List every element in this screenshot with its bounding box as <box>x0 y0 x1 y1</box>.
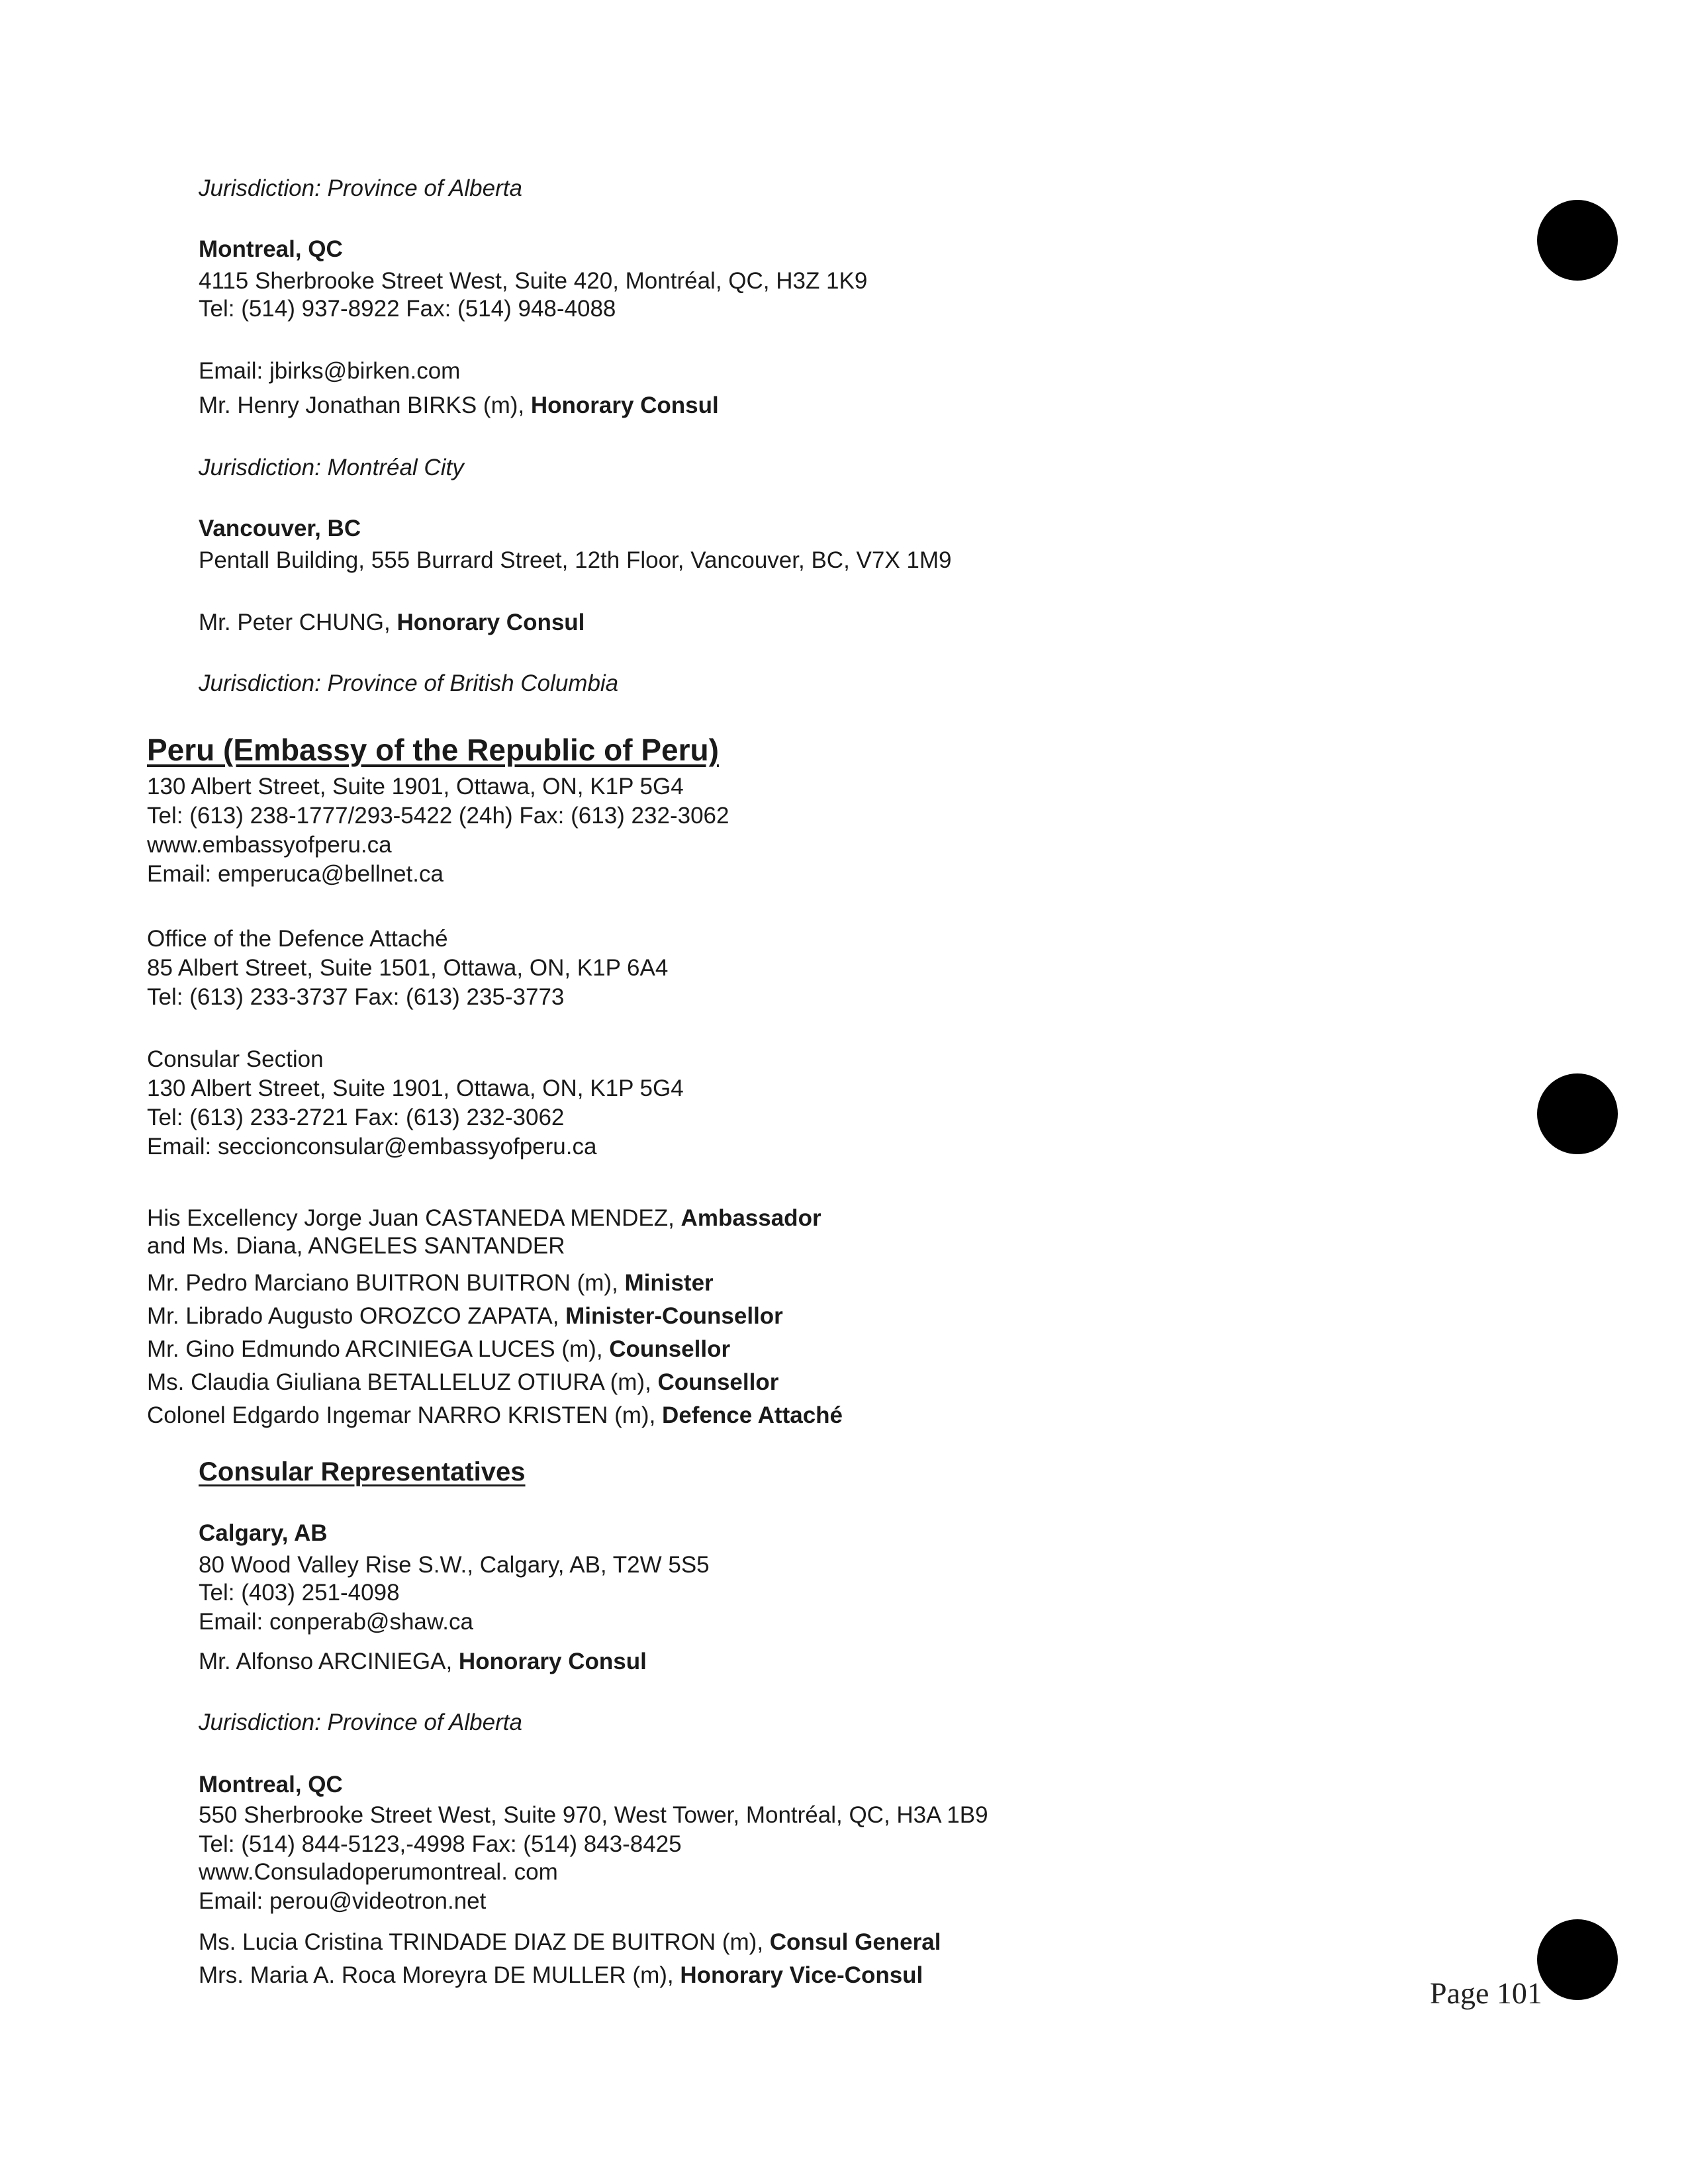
staff-line <box>147 1302 783 1330</box>
email-line: Email: conperab@shaw.ca <box>199 1609 473 1635</box>
staff-name: Mr. Librado Augusto OROZCO ZAPATA, <box>147 1303 566 1329</box>
jurisdiction-label: Jurisdiction: <box>199 175 321 201</box>
person-line <box>199 1929 941 1956</box>
person-name: Ms. Lucia Cristina TRINDADE DIAZ DE BUITRON (m), <box>199 1929 770 1955</box>
phone-line: Tel: (613) 233-3737 Fax: (613) 235-3773 <box>147 984 565 1010</box>
jurisdiction-label: Jurisdiction: <box>199 670 321 696</box>
staff-title: Counsellor <box>609 1336 731 1362</box>
staff-line <box>147 1369 778 1396</box>
person-line <box>199 1962 923 1989</box>
person-name: Mr. Henry Jonathan BIRKS (m), <box>199 392 531 418</box>
punch-hole-top <box>1537 200 1618 281</box>
staff-line <box>147 1402 843 1430</box>
address-line: 4115 Sherbrooke Street West, Suite 420, Montréal, QC, H3Z 1K9 <box>199 268 868 294</box>
staff-name: Ms. Claudia Giuliana BETALLELUZ OTIURA (m), <box>147 1369 658 1395</box>
person-title: Honorary Consul <box>458 1649 647 1674</box>
jurisdiction-alberta <box>199 1709 522 1737</box>
staff-line <box>147 1269 714 1297</box>
staff-name: Mr. Pedro Marciano BUITRON BUITRON (m), <box>147 1270 625 1296</box>
address-line: Pentall Building, 555 Burrard Street, 12th Floor, Vancouver, BC, V7X 1M9 <box>199 547 952 573</box>
person-title: Honorary Vice-Consul <box>680 1962 923 1988</box>
person-name: Mr. Alfonso ARCINIEGA, <box>199 1649 459 1674</box>
page-number: Page 101 <box>1430 1976 1542 2010</box>
person-title: Honorary Consul <box>397 610 585 635</box>
jurisdiction-value: Province of Alberta <box>327 175 522 201</box>
phone-line: Tel: (514) 937-8922 Fax: (514) 948-4088 <box>199 296 616 322</box>
address-line: 130 Albert Street, Suite 1901, Ottawa, ON, K1P 5G4 <box>147 1075 684 1101</box>
website-link[interactable]: www.Consuladoperumontreal. com <box>199 1859 558 1885</box>
city-heading-montreal: Montreal, QC <box>199 1772 343 1797</box>
consular-section-title: Consular Section <box>147 1046 324 1072</box>
website-link[interactable]: www.embassyofperu.ca <box>147 832 392 858</box>
phone-line: Tel: (613) 238-1777/293-5422 (24h) Fax: (613) 232-3062 <box>147 803 729 829</box>
staff-line <box>147 1232 565 1260</box>
address-line: 550 Sherbrooke Street West, Suite 970, West Tower, Montréal, QC, H3A 1B9 <box>199 1802 988 1828</box>
jurisdiction-value: Province of British Columbia <box>327 670 619 696</box>
staff-title: Counsellor <box>657 1369 779 1395</box>
person-title: Consul General <box>769 1929 941 1955</box>
defence-office-title: Office of the Defence Attaché <box>147 926 448 952</box>
staff-title: Defence Attaché <box>662 1402 843 1428</box>
staff-name: Mr. Gino Edmundo ARCINIEGA LUCES (m), <box>147 1336 610 1362</box>
email-line: Email: emperuca@bellnet.ca <box>147 861 444 887</box>
phone-line: Tel: (613) 233-2721 Fax: (613) 232-3062 <box>147 1105 565 1130</box>
jurisdiction-alberta-top <box>199 175 522 203</box>
person-line <box>199 392 719 420</box>
section-heading-peru: Peru (Embassy of the Republic of Peru) <box>147 733 719 767</box>
jurisdiction-british-columbia <box>199 670 618 698</box>
staff-name: and Ms. Diana, ANGELES SANTANDER <box>147 1233 565 1259</box>
person-line <box>199 609 585 637</box>
punch-hole-middle <box>1537 1073 1618 1154</box>
email-line: Email: jbirks@birken.com <box>199 358 461 384</box>
person-name: Mrs. Maria A. Roca Moreyra DE MULLER (m), <box>199 1962 680 1988</box>
punch-hole-bottom <box>1537 1919 1618 2000</box>
section-heading-consular-representatives: Consular Representatives <box>199 1457 526 1486</box>
jurisdiction-label: Jurisdiction: <box>199 455 321 480</box>
phone-line: Tel: (514) 844-5123,-4998 Fax: (514) 843-8425 <box>199 1831 682 1857</box>
address-line: 130 Albert Street, Suite 1901, Ottawa, ON, K1P 5G4 <box>147 774 684 799</box>
staff-title: Minister <box>624 1270 714 1296</box>
phone-line: Tel: (403) 251-4098 <box>199 1580 400 1606</box>
jurisdiction-value: Province of Alberta <box>327 1709 522 1735</box>
city-heading-calgary: Calgary, AB <box>199 1520 328 1546</box>
staff-name: Colonel Edgardo Ingemar NARRO KRISTEN (m), <box>147 1402 663 1428</box>
address-line: 85 Albert Street, Suite 1501, Ottawa, ON, K1P 6A4 <box>147 955 669 981</box>
person-name: Mr. Peter CHUNG, <box>199 610 397 635</box>
jurisdiction-label: Jurisdiction: <box>199 1709 321 1735</box>
jurisdiction-montreal-city <box>199 454 464 482</box>
staff-line <box>147 1336 730 1363</box>
jurisdiction-value: Montréal City <box>327 455 464 480</box>
city-heading-montreal: Montreal, QC <box>199 236 343 262</box>
staff-name: His Excellency Jorge Juan CASTANEDA MENDEZ, <box>147 1205 681 1231</box>
staff-title: Minister-Counsellor <box>565 1303 783 1329</box>
person-line <box>199 1648 647 1676</box>
staff-line <box>147 1205 821 1232</box>
email-line: Email: seccionconsular@embassyofperu.ca <box>147 1134 597 1160</box>
address-line: 80 Wood Valley Rise S.W., Calgary, AB, T2W 5S5 <box>199 1552 710 1578</box>
person-title: Honorary Consul <box>530 392 719 418</box>
city-heading-vancouver: Vancouver, BC <box>199 516 361 541</box>
email-line: Email: perou@videotron.net <box>199 1888 487 1914</box>
staff-title: Ambassador <box>680 1205 821 1231</box>
